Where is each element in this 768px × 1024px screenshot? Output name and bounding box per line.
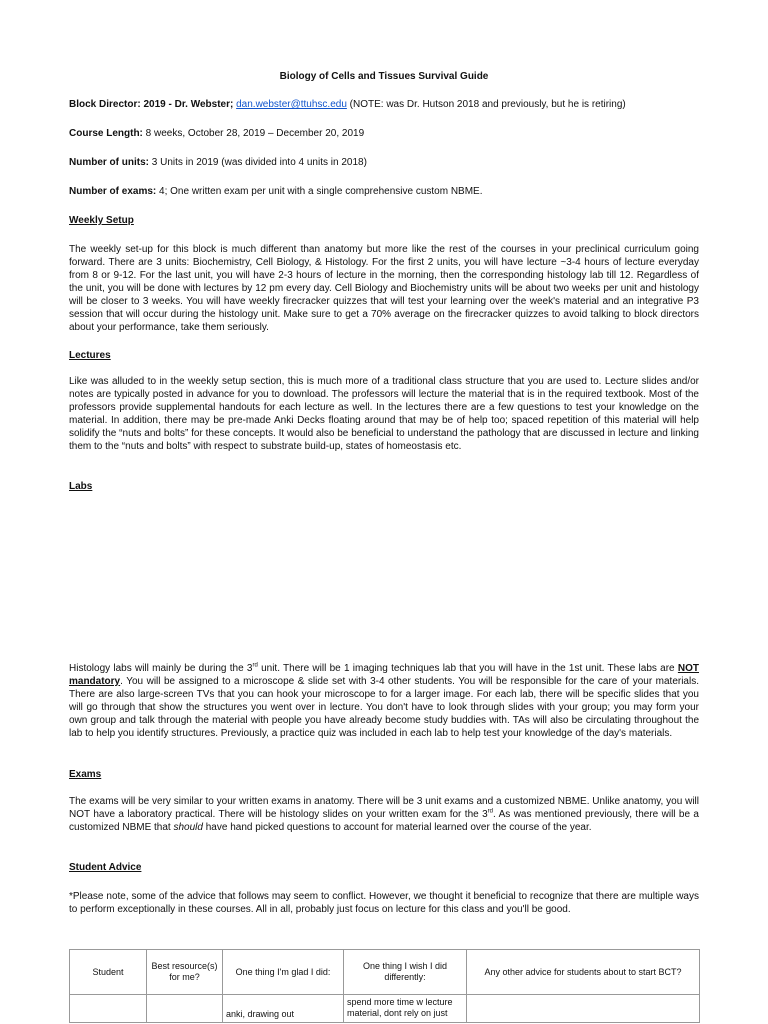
labs-heading: Labs [69,481,93,492]
exam-count-value: 4; One written exam per unit with a single comprehensive custom NBME. [159,186,483,197]
weekly-setup-paragraph: The weekly set-up for this block is much different than anatomy but more like the rest of the courses in your preclinical curriculum going forward. There are 3 units: Biochemistry, Cell Biology, & Histology. For the first 2 units, you will have lecture ~3-4 hours of lecture everyday from 8 or 9-12. For the last unit, you will have 2-3 hours of lecture in the morning, then the corresponding histology lab till 12. Regardless of the unit, you will be done with lectures by 12 pm every day. Cell Biology and Biochemistry units will be about two weeks per unit and histology will be closer to 3 weeks. You will have weekly firecracker quizzes that will test your learning over the week's material and an integrative P3 session that will occur during the histology unit. Make sure to get a 70% average on the firecracker quizzes to avoid talking to block directors about your performance, take them seriously. [69,244,699,333]
table-row [70,995,700,1023]
table-header-row [70,950,700,995]
exams-text-b: . As was mentioned previously, there will be a customized NBME that [69,809,699,833]
exams-paragraph [69,795,699,834]
labs-paragraph [69,662,699,740]
director-email-link[interactable]: dan.webster@ttuhsc.edu [236,99,347,110]
table-header-student: Student [70,950,147,995]
student-advice-heading: Student Advice [69,862,142,873]
table-header-other-advice: Any other advice for students about to start BCT? [467,950,700,995]
lectures-heading: Lectures [69,350,111,361]
labs-text-a: Histology labs will mainly be during the 3 [69,663,253,674]
course-length-value: 8 weeks, October 28, 2019 – December 20, 2019 [145,128,365,139]
block-director-note: (NOTE: was Dr. Hutson 2018 and previously, but he is retiring) [349,99,626,110]
table-header-glad-did: One thing I'm glad I did: [223,950,344,995]
exams-text-c: have hand picked questions to account for material learned over the course of the year. [202,822,592,833]
student-advice-table [69,949,700,1023]
exam-count-line [69,185,699,198]
block-director-label: Block Director: [69,99,141,110]
table-header-best-resources: Best resource(s) for me? [147,950,223,995]
units-line [69,156,699,169]
table-cell-other-advice [467,995,700,1023]
labs-superscript: rd [252,662,258,669]
exams-superscript: rd [487,808,493,815]
block-director-value: 2019 - Dr. Webster; [143,99,234,110]
course-length-line [69,127,699,140]
labs-text-c: . You will be assigned to a microscope & slide set with 3-4 other students. You will be responsible for the care of your materials. There are also large-screen TVs that you can hook your microscope to for a larger image. For each lab, there will be specific slides that you will go through that show the structures you went over in lecture. You don't have to look through slides with your group; you may form your own group and talk through the material with people you have already become study buddies with. TAs will also be circulating throughout the lab to help you identify structures. Previously, a practice quiz was included in each lab to help test your knowledge of the day's materials. [69,676,699,739]
table-cell-wish-did: spend more time w lecture material, dont rely on just [344,995,467,1023]
table-cell-glad-did: anki, drawing out [223,995,344,1023]
page-title: Biology of Cells and Tissues Survival Guide [279,71,489,82]
student-advice-note: *Please note, some of the advice that follows may seem to conflict. However, we thought it beneficial to recognize that there are multiple ways to perform exceptionally in these courses. All in all, probably just focus on lecture for this class and you'll be good. [69,891,699,915]
labs-text-b: unit. There will be 1 imaging techniques lab that you will have in the 1st unit. These labs are [257,663,678,674]
table-cell-best-resources [147,995,223,1023]
labs-not-mandatory: NOT mandatory [69,663,699,687]
block-director-line [69,98,699,111]
table-cell-student [70,995,147,1023]
exams-text-a: The exams will be very similar to your written exams in anatomy. There will be 3 unit exams and a customized NBME. Unlike anatomy, you will NOT have a laboratory practical. There will be histology slides on your written exam for the 3 [69,796,699,820]
units-label: Number of units: [69,157,149,168]
units-value: 3 Units in 2019 (was divided into 4 units in 2018) [151,157,367,168]
course-length-label: Course Length: [69,128,143,139]
exam-count-label: Number of exams: [69,186,157,197]
exams-should: should [173,822,203,833]
exams-heading: Exams [69,769,102,780]
weekly-setup-heading: Weekly Setup [69,215,134,226]
lectures-paragraph: Like was alluded to in the weekly setup section, this is much more of a traditional class structure that you are used to. Lecture slides and/or notes are typically posted in advance for you to download. The professors will lecture the material that is in the required textbook. Most of the professors provide supplemental handouts for each lecture as well. In the lectures there are a few questions to test your knowledge on the material. In addition, there may be pre-made Anki Decks floating around that may be of help too; spaced repetition of this material will help solidify the “nuts and bolts” for these concepts. It would also be beneficial to understand the pathology that are discussed in lecture and linking them to the “nuts and bolts” with respect to substrate build-up, states of homeostasis etc. [69,376,699,452]
table-header-wish-did: One thing I wish I did differently: [344,950,467,995]
